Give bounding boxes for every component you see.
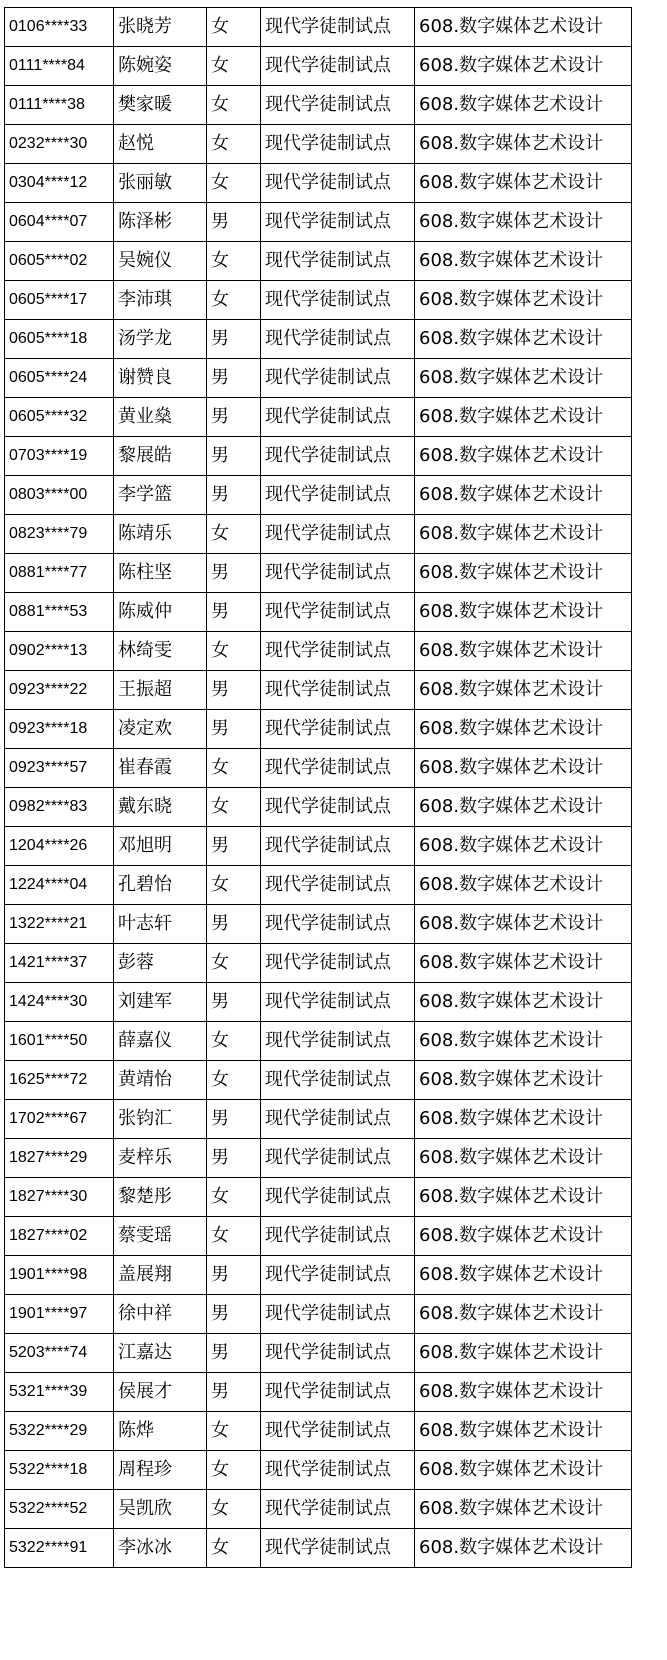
student-id-cell: 0923****22: [5, 671, 114, 710]
table-row: [5, 1334, 632, 1373]
table-row: [5, 1139, 632, 1178]
major-cell: 608.数字媒体艺术设计: [415, 242, 632, 281]
student-id-cell: 1322****21: [5, 905, 114, 944]
student-name-cell: 陈威仲: [114, 593, 207, 632]
student-name-cell: 张丽敏: [114, 164, 207, 203]
student-name-cell: 林绮雯: [114, 632, 207, 671]
major-cell: 608.数字媒体艺术设计: [415, 554, 632, 593]
gender-cell: 女: [207, 632, 261, 671]
gender-cell: 女: [207, 515, 261, 554]
table-row: [5, 398, 632, 437]
table-row: [5, 47, 632, 86]
student-name-cell: 黄业燊: [114, 398, 207, 437]
student-name-cell: 陈靖乐: [114, 515, 207, 554]
student-name-cell: 戴东晓: [114, 788, 207, 827]
student-id-cell: 0803****00: [5, 476, 114, 515]
table-row: [5, 1100, 632, 1139]
student-name-cell: 陈泽彬: [114, 203, 207, 242]
major-cell: 608.数字媒体艺术设计: [415, 593, 632, 632]
major-cell: 608.数字媒体艺术设计: [415, 1256, 632, 1295]
gender-cell: 男: [207, 593, 261, 632]
student-id-cell: 0823****79: [5, 515, 114, 554]
program-cell: 现代学徒制试点: [261, 905, 415, 944]
student-id-cell: 0605****24: [5, 359, 114, 398]
table-row: [5, 476, 632, 515]
gender-cell: 男: [207, 1295, 261, 1334]
program-cell: 现代学徒制试点: [261, 125, 415, 164]
major-cell: 608.数字媒体艺术设计: [415, 749, 632, 788]
student-name-cell: 麦梓乐: [114, 1139, 207, 1178]
gender-cell: 女: [207, 242, 261, 281]
table-row: [5, 164, 632, 203]
gender-cell: 女: [207, 47, 261, 86]
student-name-cell: 叶志轩: [114, 905, 207, 944]
major-cell: 608.数字媒体艺术设计: [415, 1100, 632, 1139]
student-name-cell: 陈柱坚: [114, 554, 207, 593]
student-roster-table: [4, 7, 632, 1568]
student-id-cell: 1827****02: [5, 1217, 114, 1256]
student-id-cell: 0605****18: [5, 320, 114, 359]
table-row: [5, 944, 632, 983]
student-name-cell: 凌定欢: [114, 710, 207, 749]
student-name-cell: 黎展皓: [114, 437, 207, 476]
program-cell: 现代学徒制试点: [261, 1451, 415, 1490]
gender-cell: 女: [207, 788, 261, 827]
program-cell: 现代学徒制试点: [261, 1490, 415, 1529]
gender-cell: 男: [207, 437, 261, 476]
program-cell: 现代学徒制试点: [261, 1139, 415, 1178]
major-cell: 608.数字媒体艺术设计: [415, 164, 632, 203]
student-name-cell: 薛嘉仪: [114, 1022, 207, 1061]
table-row: [5, 1373, 632, 1412]
gender-cell: 女: [207, 944, 261, 983]
program-cell: 现代学徒制试点: [261, 827, 415, 866]
gender-cell: 男: [207, 320, 261, 359]
gender-cell: 男: [207, 359, 261, 398]
student-id-cell: 5322****52: [5, 1490, 114, 1529]
student-id-cell: 1827****29: [5, 1139, 114, 1178]
program-cell: 现代学徒制试点: [261, 1529, 415, 1568]
student-id-cell: 0605****02: [5, 242, 114, 281]
program-cell: 现代学徒制试点: [261, 86, 415, 125]
gender-cell: 女: [207, 1529, 261, 1568]
student-name-cell: 赵悦: [114, 125, 207, 164]
gender-cell: 女: [207, 1490, 261, 1529]
student-name-cell: 李冰冰: [114, 1529, 207, 1568]
student-id-cell: 0923****18: [5, 710, 114, 749]
program-cell: 现代学徒制试点: [261, 1412, 415, 1451]
student-id-cell: 0304****12: [5, 164, 114, 203]
program-cell: 现代学徒制试点: [261, 359, 415, 398]
table-row: [5, 1295, 632, 1334]
table-row: [5, 281, 632, 320]
gender-cell: 男: [207, 1139, 261, 1178]
student-id-cell: 1601****50: [5, 1022, 114, 1061]
student-id-cell: 5322****91: [5, 1529, 114, 1568]
student-id-cell: 0111****38: [5, 86, 114, 125]
gender-cell: 男: [207, 1100, 261, 1139]
table-row: [5, 1490, 632, 1529]
student-id-cell: 5322****18: [5, 1451, 114, 1490]
table-row: [5, 203, 632, 242]
gender-cell: 男: [207, 827, 261, 866]
program-cell: 现代学徒制试点: [261, 1334, 415, 1373]
program-cell: 现代学徒制试点: [261, 398, 415, 437]
major-cell: 608.数字媒体艺术设计: [415, 125, 632, 164]
table-row: [5, 1412, 632, 1451]
student-name-cell: 李学篮: [114, 476, 207, 515]
major-cell: 608.数字媒体艺术设计: [415, 1451, 632, 1490]
gender-cell: 女: [207, 281, 261, 320]
major-cell: 608.数字媒体艺术设计: [415, 671, 632, 710]
table-row: [5, 983, 632, 1022]
student-name-cell: 黎楚彤: [114, 1178, 207, 1217]
table-row: [5, 710, 632, 749]
student-id-cell: 1901****97: [5, 1295, 114, 1334]
student-name-cell: 刘建军: [114, 983, 207, 1022]
major-cell: 608.数字媒体艺术设计: [415, 86, 632, 125]
student-id-cell: 0111****84: [5, 47, 114, 86]
student-id-cell: 1204****26: [5, 827, 114, 866]
student-name-cell: 崔春霞: [114, 749, 207, 788]
program-cell: 现代学徒制试点: [261, 944, 415, 983]
table-row: [5, 827, 632, 866]
student-id-cell: 1901****98: [5, 1256, 114, 1295]
student-name-cell: 周程珍: [114, 1451, 207, 1490]
student-name-cell: 谢赞良: [114, 359, 207, 398]
major-cell: 608.数字媒体艺术设计: [415, 476, 632, 515]
table-row: [5, 866, 632, 905]
major-cell: 608.数字媒体艺术设计: [415, 1490, 632, 1529]
program-cell: 现代学徒制试点: [261, 1295, 415, 1334]
gender-cell: 男: [207, 476, 261, 515]
gender-cell: 男: [207, 1334, 261, 1373]
gender-cell: 男: [207, 1373, 261, 1412]
program-cell: 现代学徒制试点: [261, 1022, 415, 1061]
student-name-cell: 邓旭明: [114, 827, 207, 866]
program-cell: 现代学徒制试点: [261, 476, 415, 515]
gender-cell: 男: [207, 1256, 261, 1295]
program-cell: 现代学徒制试点: [261, 164, 415, 203]
student-id-cell: 1827****30: [5, 1178, 114, 1217]
gender-cell: 女: [207, 86, 261, 125]
program-cell: 现代学徒制试点: [261, 8, 415, 47]
gender-cell: 女: [207, 1412, 261, 1451]
table-row: [5, 671, 632, 710]
gender-cell: 男: [207, 398, 261, 437]
major-cell: 608.数字媒体艺术设计: [415, 8, 632, 47]
student-name-cell: 张晓芳: [114, 8, 207, 47]
table-row: [5, 593, 632, 632]
major-cell: 608.数字媒体艺术设计: [415, 1412, 632, 1451]
table-row: [5, 1256, 632, 1295]
gender-cell: 女: [207, 125, 261, 164]
student-id-cell: 0902****13: [5, 632, 114, 671]
table-row: [5, 8, 632, 47]
major-cell: 608.数字媒体艺术设计: [415, 944, 632, 983]
table-row: [5, 1451, 632, 1490]
program-cell: 现代学徒制试点: [261, 437, 415, 476]
major-cell: 608.数字媒体艺术设计: [415, 1139, 632, 1178]
gender-cell: 男: [207, 905, 261, 944]
major-cell: 608.数字媒体艺术设计: [415, 47, 632, 86]
program-cell: 现代学徒制试点: [261, 788, 415, 827]
table-row: [5, 86, 632, 125]
student-id-cell: 1702****67: [5, 1100, 114, 1139]
student-name-cell: 侯展才: [114, 1373, 207, 1412]
student-id-cell: 0881****77: [5, 554, 114, 593]
program-cell: 现代学徒制试点: [261, 593, 415, 632]
table-row: [5, 320, 632, 359]
program-cell: 现代学徒制试点: [261, 632, 415, 671]
program-cell: 现代学徒制试点: [261, 47, 415, 86]
student-id-cell: 5322****29: [5, 1412, 114, 1451]
gender-cell: 女: [207, 1061, 261, 1100]
major-cell: 608.数字媒体艺术设计: [415, 1529, 632, 1568]
program-cell: 现代学徒制试点: [261, 749, 415, 788]
major-cell: 608.数字媒体艺术设计: [415, 788, 632, 827]
major-cell: 608.数字媒体艺术设计: [415, 203, 632, 242]
table-row: [5, 1061, 632, 1100]
student-name-cell: 吴婉仪: [114, 242, 207, 281]
major-cell: 608.数字媒体艺术设计: [415, 866, 632, 905]
major-cell: 608.数字媒体艺术设计: [415, 827, 632, 866]
program-cell: 现代学徒制试点: [261, 320, 415, 359]
table-row: [5, 515, 632, 554]
program-cell: 现代学徒制试点: [261, 554, 415, 593]
gender-cell: 男: [207, 710, 261, 749]
table-row: [5, 1022, 632, 1061]
table-row: [5, 359, 632, 398]
major-cell: 608.数字媒体艺术设计: [415, 320, 632, 359]
table-row: [5, 437, 632, 476]
major-cell: 608.数字媒体艺术设计: [415, 1295, 632, 1334]
table-row: [5, 749, 632, 788]
major-cell: 608.数字媒体艺术设计: [415, 983, 632, 1022]
major-cell: 608.数字媒体艺术设计: [415, 515, 632, 554]
gender-cell: 男: [207, 203, 261, 242]
student-id-cell: 5321****39: [5, 1373, 114, 1412]
student-name-cell: 黄靖怡: [114, 1061, 207, 1100]
student-id-cell: 1625****72: [5, 1061, 114, 1100]
student-name-cell: 孔碧怡: [114, 866, 207, 905]
roster-body: [5, 8, 632, 1568]
gender-cell: 女: [207, 1022, 261, 1061]
program-cell: 现代学徒制试点: [261, 281, 415, 320]
program-cell: 现代学徒制试点: [261, 671, 415, 710]
student-name-cell: 吴凯欣: [114, 1490, 207, 1529]
gender-cell: 男: [207, 554, 261, 593]
gender-cell: 男: [207, 983, 261, 1022]
gender-cell: 女: [207, 164, 261, 203]
major-cell: 608.数字媒体艺术设计: [415, 359, 632, 398]
program-cell: 现代学徒制试点: [261, 1256, 415, 1295]
major-cell: 608.数字媒体艺术设计: [415, 398, 632, 437]
student-name-cell: 陈烨: [114, 1412, 207, 1451]
program-cell: 现代学徒制试点: [261, 710, 415, 749]
student-id-cell: 0604****07: [5, 203, 114, 242]
program-cell: 现代学徒制试点: [261, 866, 415, 905]
gender-cell: 女: [207, 1178, 261, 1217]
table-row: [5, 632, 632, 671]
major-cell: 608.数字媒体艺术设计: [415, 1178, 632, 1217]
gender-cell: 女: [207, 866, 261, 905]
major-cell: 608.数字媒体艺术设计: [415, 1334, 632, 1373]
student-id-cell: 0232****30: [5, 125, 114, 164]
major-cell: 608.数字媒体艺术设计: [415, 1022, 632, 1061]
student-name-cell: 陈婉姿: [114, 47, 207, 86]
table-row: [5, 788, 632, 827]
program-cell: 现代学徒制试点: [261, 1178, 415, 1217]
gender-cell: 男: [207, 671, 261, 710]
major-cell: 608.数字媒体艺术设计: [415, 281, 632, 320]
major-cell: 608.数字媒体艺术设计: [415, 1217, 632, 1256]
student-name-cell: 张钧汇: [114, 1100, 207, 1139]
student-id-cell: 1421****37: [5, 944, 114, 983]
program-cell: 现代学徒制试点: [261, 1373, 415, 1412]
student-id-cell: 0703****19: [5, 437, 114, 476]
student-name-cell: 蔡雯瑶: [114, 1217, 207, 1256]
table-row: [5, 125, 632, 164]
student-name-cell: 王振超: [114, 671, 207, 710]
program-cell: 现代学徒制试点: [261, 515, 415, 554]
table-row: [5, 1217, 632, 1256]
table-row: [5, 554, 632, 593]
student-id-cell: 1424****30: [5, 983, 114, 1022]
student-id-cell: 0923****57: [5, 749, 114, 788]
major-cell: 608.数字媒体艺术设计: [415, 1061, 632, 1100]
student-id-cell: 0881****53: [5, 593, 114, 632]
major-cell: 608.数字媒体艺术设计: [415, 710, 632, 749]
student-id-cell: 0106****33: [5, 8, 114, 47]
student-name-cell: 彭蓉: [114, 944, 207, 983]
program-cell: 现代学徒制试点: [261, 1100, 415, 1139]
student-name-cell: 李沛琪: [114, 281, 207, 320]
major-cell: 608.数字媒体艺术设计: [415, 632, 632, 671]
table-row: [5, 1529, 632, 1568]
student-id-cell: 0982****83: [5, 788, 114, 827]
major-cell: 608.数字媒体艺术设计: [415, 905, 632, 944]
program-cell: 现代学徒制试点: [261, 203, 415, 242]
table-row: [5, 905, 632, 944]
student-id-cell: 1224****04: [5, 866, 114, 905]
student-name-cell: 江嘉达: [114, 1334, 207, 1373]
gender-cell: 女: [207, 1451, 261, 1490]
program-cell: 现代学徒制试点: [261, 1217, 415, 1256]
gender-cell: 女: [207, 8, 261, 47]
student-id-cell: 0605****32: [5, 398, 114, 437]
student-name-cell: 汤学龙: [114, 320, 207, 359]
student-name-cell: 樊家暖: [114, 86, 207, 125]
gender-cell: 女: [207, 749, 261, 788]
major-cell: 608.数字媒体艺术设计: [415, 1373, 632, 1412]
major-cell: 608.数字媒体艺术设计: [415, 437, 632, 476]
student-name-cell: 盖展翔: [114, 1256, 207, 1295]
student-id-cell: 5203****74: [5, 1334, 114, 1373]
program-cell: 现代学徒制试点: [261, 242, 415, 281]
gender-cell: 女: [207, 1217, 261, 1256]
student-id-cell: 0605****17: [5, 281, 114, 320]
student-name-cell: 徐中祥: [114, 1295, 207, 1334]
table-row: [5, 242, 632, 281]
program-cell: 现代学徒制试点: [261, 1061, 415, 1100]
table-row: [5, 1178, 632, 1217]
program-cell: 现代学徒制试点: [261, 983, 415, 1022]
